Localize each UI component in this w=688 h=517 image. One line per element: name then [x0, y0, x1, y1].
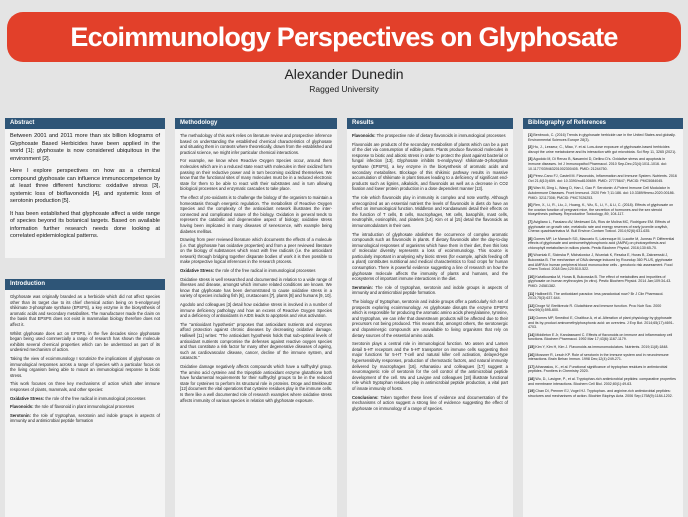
reference-item [528, 316, 678, 330]
reference-number: [4] [528, 174, 533, 179]
introduction-paragraph: This work focuses on three key mechanisms of action which alter immune responses of plants, mammals, and other species: [10, 381, 160, 392]
reference-number: [14] [528, 332, 535, 337]
reference-text: Kim Y, Kim H, Kim J. Flavonoids as immunomodulators. Nutrients. 2019;11(8):1848. [535, 344, 669, 349]
reference-number: [5] [528, 186, 533, 191]
reference-item [528, 389, 678, 398]
introduction-item [10, 413, 160, 424]
reference-number: [1] [528, 133, 533, 137]
reference-number: [17] [528, 364, 535, 369]
reference-item [528, 174, 678, 183]
reference-text: Wu, D., Lavigne, P., et al. Tryptophan-rich antimicrobial peptides: comparative properties and membrane interactions. Biochem Cell Biol. 2002;80(1):49-63. [528, 376, 676, 386]
methodology-paragraph: Agodolo and colleagues [3] detail how oxidative stress is involved in a number of immune deficiency pathology and how an excess of Reactive Oxygen Species and a deficiency of antioxidants in AIDS leads to apoptosis and virus activation. [180, 302, 332, 319]
reference-item [528, 345, 678, 350]
reference-item [528, 353, 678, 362]
introduction-item [10, 404, 160, 410]
reference-text: Chan DI, Prenner EJ, Vogel HJ. Tryptophan- and arginine-rich antimicrobial peptides: structures and mechanisms of action. Biochim Biophys Acta. 2006 Sep;1758(9):1184-1202. [528, 389, 673, 398]
reference-text: Benbrook, C. (2016) Trends in glyphosate herbicide use in the United States and globally. Environmental Sciences Europe 28(3). [528, 133, 676, 142]
results-heading: Results [347, 118, 513, 129]
methodology-body [175, 129, 337, 517]
reference-number: [16] [528, 352, 535, 357]
section-title [352, 133, 508, 139]
reference-text: Halliwell B. The antioxidant paradox: less paradoxical now? Br J Clin Pharmacol. 2013;75(3):637-644. [528, 291, 664, 301]
methodology-paragraph: Oxidative damage negatively affects compounds which have a sulfhydryl group. The amino acid cysteine and the tripeptide antioxidant enzyme glutathione both have fundamental requirements for their sulfhydryl groups to be in the reduced state for cysteines to perform its structural role in proteins. Droge and Breitkreutz [12] document the vital operations that cysteine residues play in the immune cells. Is there like a well documented role of research examples where oxidative stress affects immunity of various species in relation with glyphosate exposure. [180, 363, 332, 403]
reference-text: Wozniak E, Sicinska P, Michalowicz J, Wozniak K, Reszka E, Huras B, Zakrzewski J, Bukowska B. The mechanism of DNA damage induced by Roundup 360 PLUS, glyphosate and AMPA in human peripheral blood mononuclear cells - genotoxic risk assessment. Food Chem Toxicol. 2018 Dec;120:510-522. [528, 253, 673, 272]
reference-number: [2] [528, 145, 533, 150]
reference-text: Hu, J., Lesseur, C., Miao, Y. et al. Low-dose exposure of glyphosate-based herbicides disrupt the urine metabolome and its interaction with gut microbiota. Sci Rep 11, 3265 (2021). [528, 145, 677, 154]
results-paragraph: Flavonoids are products of the secondary metabolism of plants which can be a part of the diet via consumption of edible plants. Plants produce flavonoid molecules in response to biotic and abiotic stress in order to protect the plant against bacterial or fungal infection [13]. Glyphosate inhibits 5-enolpyruvyl shikimate-3-phosphate synthase (EPSPS), a key enzyme in the biosynthesis of aromatic acids and secondary metabolites. Blockage of this shikimic pathway results in massive accumulation of shikimate in plant tissues leading to a deficiency of significant end-products such as lignins, alkaloids, and flavonoids as well as a decrease in CO2 fixation and lower protein production in a dose dependent manner [13]. [352, 141, 508, 192]
reference-text: Mossner R, Lesch KP. Role of serotonin in the immune system and in neuroimmune interactions. Brain Behav Immun. 1998 Dec;12(4):249-271. [528, 352, 669, 362]
introduction-paragraph: Taking the view of ecoimmunology I scrutinize the implications of glyphosate on immunological responses across a range of species with a particular focus on the living organism being able to mount an immunological response to biotic stress. [10, 355, 160, 378]
reference-number: [15] [528, 344, 535, 349]
reference-text: Kwiatkowska M, Huras B, Bukowska B. The effect of metabolites and impurities of glyphosate on human erythrocytes (in vitro). Pestic Biochem Physiol. 2014 Jan;109:34-43. PMID: 24581382. [528, 274, 672, 289]
results-panel [347, 118, 513, 517]
reference-text: Middleton E Jr, Kandaswami C. Effects of flavonoids on immune and inflammatory cell functions. Biochem Pharmacol. 1992 Mar 17;43(6):1167-1179. [528, 332, 673, 342]
results-body [347, 129, 513, 517]
reference-number: [11] [528, 291, 535, 296]
poster-title: Ecoimmunology Perspectives on Glyphosate [70, 21, 618, 52]
affiliation: Ragged University [309, 84, 379, 94]
methodology-paragraph: The effect of pro-oxidants is to challenge the biology of the organism to maintain a homeostasis through energetic regulation. The metabolism of Reactive Oxygen Species and the complexity of the antioxidant network illustrates the inter-connected and complicated nature of the biology. Oxidation in general tends to represent the catabolic and degenerative aspect of biology; oxidative stress having been implicated in many diseases of senescence, with example being diabetes mellitus. [180, 194, 332, 234]
reference-item [528, 145, 678, 154]
reference-item [528, 333, 678, 342]
introduction-paragraph: Glyphosate was originally branded as a herbicide which did not affect species other than its target due to its chief chemical action being on 5-enolpyruvyl shikimate 3-phosphate synthase (EPSPS), a key enzyme in the biosynthesis of aromatic acids and secondary metabolites. The manufacturer made the claim on the basis that EPSPS does not exist in mammalian biology therefore does not affect it. [10, 294, 160, 327]
item-text: the role of flavonoid in plant immunological processes [34, 404, 135, 410]
abstract-paragraph: It has been established that glyphosate affect a wide range of species beyond its botanical targets. Based on available information further research needs done looking at correlated epidemiological patterns. [10, 210, 160, 239]
reference-text: Droge W, Breitkreutz R. Glutathione and immune function. Proc Nutr Soc. 2000 Nov;59(4):595-600. [528, 303, 662, 313]
section-text: Taken together these lines of evidence and documentation of the mechanisms of action suggest a strong line of evidence suggesting the effect of glyphosate on immunology of a range of species. [352, 394, 508, 411]
section-text: The prospective role of dietary flavonoids in immunological processes [376, 133, 506, 138]
methodology-paragraph: The methodology of this work relies on literature review and prospective inference based on understanding the established chemical characteristics of glyphosate and situating them in contexts where theoretically, drawn from the established and practical science, we might infer particular chemical interactions. [180, 133, 332, 155]
section-label: Conclusions: [352, 394, 379, 400]
reference-number: [12] [528, 303, 535, 308]
reference-text: Athanasiou, K., et al. Functional significance of tryptophan residues in antimicrobial peptides. Frontiers in Chemistry 2020. [528, 364, 668, 374]
reference-text: Avigliano L, Fassiano AV, Medesani DA, Rios de Molina MC, Rodriguez EM. Effects of glyphosate on growth rate, metabolic rate and energy reserves of early juvenile crayfish, Cherax quadricarinatus M. Bull Environ Contam Toxicol. 2014;92(6):631-635. [528, 219, 670, 234]
reference-number: [13] [528, 316, 535, 320]
title-banner [7, 12, 681, 62]
section-text: The role of tryptophan, serotonin and indole groups in aspects of immunity and antimicrobial peptide formation. [352, 284, 508, 296]
introduction-heading: Introduction [5, 279, 165, 290]
reference-number: [6] [528, 203, 533, 208]
bibliography-panel [523, 118, 683, 517]
item-label: Flavonoids: [10, 404, 34, 410]
section-title [180, 268, 332, 274]
reference-text: Wan M, Ding L, Wang D, Han J, Gao P. Serotonin: A Potent Immune Cell Modulator in Autoimmune Diseases. Front Immunol. 2020 Feb 7;11:186. doi: 10.3389/fimmu.2020.00186. PMID: 32117308; PMCID: PMC7026253. [528, 186, 675, 200]
reference-item [528, 304, 678, 313]
abstract-paragraph: Here I explore perspectives on how as a chemical compound glyphosate can influence immunocompetence by at least three different functions: oxidative stress [3], systemic loss of bioflavonoids [4], and systemic loss of serotonin production [5]. [10, 168, 160, 204]
abstract-body [5, 129, 165, 258]
reference-number: [7] [528, 219, 533, 224]
reference-item [528, 203, 678, 217]
item-text: the role of the free radical in immunological processes [45, 395, 146, 401]
reference-item [528, 377, 678, 386]
bibliography-heading: Bibliography of References [523, 118, 683, 129]
reference-text: Agodolo M, Di Renzo B, Nasarnini D, Dellino D's. Oxidative stress and apoptosis in immune diseases. Int J Immunopathol Pharmacol. 2010 Sep-Dec;23(4):1011-1016. doi: 10.1177/039463201002300405. PMID: 21244750. [528, 157, 667, 171]
abstract-panel [5, 118, 165, 258]
methodology-paragraph: Oxidative stress is well researched and documented in relation to a wide range of illnesses and disease, amongst which immune related conditions are known. We know that glyphosate has been demonstrated to cause oxidative stress in a variety of species including fish [6], crustaceans [7], plants [8] and humans [9, 10]. [180, 276, 332, 299]
reference-list [523, 129, 683, 517]
reference-number: [18] [528, 376, 535, 381]
item-label: Oxidative Stress: [10, 395, 45, 401]
methodology-heading: Methodology [175, 118, 337, 129]
reference-item [528, 220, 678, 234]
reference-text: Gomes MP, Smedbol E, Chalifour A, et al. Alteration of plant physiology by glyphosate and its by-product aminomethylphosphonic acid: an overview. J Exp Bot. 2014;65(17):4691-4703. [528, 316, 674, 330]
abstract-heading: Abstract [5, 118, 165, 129]
reference-item [528, 275, 678, 289]
section-label: Flavonoids: [352, 133, 376, 138]
reference-text: Gomes MP, Le Manac'h SG, Maccario S, Labrecque M, Lucotte M, Juneau P. Differential effects of glyphosate and aminomethylphosphonic acid (AMPA) on photosynthesis and chlorophyll metabolism in willow plants. Pestic Biochem Physiol. 2016;130:65-70. [528, 236, 675, 250]
reference-number: [10] [528, 274, 535, 279]
reference-item [528, 186, 678, 200]
reference-item [528, 292, 678, 301]
reference-number: [19] [528, 389, 535, 394]
results-paragraph: The biology of tryptophan, serotonin and indole groups offer a particularly rich set of prospects exploring ecoimmunology. As glyphosate disrupts the enzyme EPSPS which is responsible for producing the aromatic amino acids phenylalanine, tyrosine, and tryptophan, we can infer that downstream products will be affected due to their precursors not being produced. This means that, amongst others, the serotonergic and dopaminergic compounds are unavailable to living organisms that rely on dietary sources of the essential amino acids. [352, 299, 508, 338]
reference-item [528, 237, 678, 251]
introduction-paragraph: Whilst glyphosate does act on EPSPS, in the five decades since glyphosate began being used commercially a range of research has shown the molecule exhibits several chemical properties which can be understood as part of its undesired mechanism of action. [10, 330, 160, 353]
results-paragraph: Serotonin plays a central role in immunological function. Mo assen and Larsen detail 5-HT receptors and the 5-HT transporter on immune cells suggesting their major functions for 5-HT T-cell and natural killer cell activation, delayed-type hypersensitivity responses, production of chemotactic factors, and natural immunity delivered by macrophages [16]. Athanasiou and colleagues [17] suggest a neuromagnetic role of serotonin for the cell control of the antimicrobial peptide development of the cell. Wu and Lavigne and colleagues [18] illustrate functional role which tryptophan residues play in antimicrobial peptide production, a vital part of innate immunity of hosts. [352, 341, 508, 391]
methodology-paragraph: Drawing from peer reviewed literature which documents the effects of a molecule (i.e. that glyphosate has oxidative properties) and from a peer reviewed literature on the biology of substances which react with free radicals (i.e. the antioxidant network) through bridging together disparate bodies of work it is then possible to make prospective logical inferences in the research process. [180, 237, 332, 265]
introduction-item [10, 396, 160, 402]
abstract-paragraph: Between 2001 and 2011 more than six billion kilograms of Glyphosate Based Herbicides have been applied in the world [1]; glyphosate is now considered ubiquitous in the environment [2]. [10, 133, 160, 162]
section-label: Oxidative Stress: [180, 268, 215, 274]
section-title [352, 395, 508, 412]
methodology-paragraph: For example, we know when Reactive Oxygen Species occur, around them molecules which are in a reduced state react with molecules in their oxidized form passing on their reductive power and in turn becoming oxidized themselves. We know that the functional sites of many molecules must be in a reduced electronic state for them to be able to react with their substrates and in turn allowing biological processes and enzymatic cascades to take place. [180, 158, 332, 192]
methodology-paragraph: The "antioxidant hypothesis" proposes that antioxidant nutrients and enzymes afford protection against chronic diseases by decreasing oxidative damage. Halliwell [11] writes: "The antioxidant hypothesis holds that sub-optimal levels of antioxidant nutrients compromise the defenses against reactive oxygen species and thus constitute a risk factor for many other degenerative diseases of ageing, such as cardiovascular disease, cancer, decline of the immune system, and cataracts." [180, 321, 332, 361]
section-text: the role of the free radical in immunological processes [215, 268, 316, 274]
item-text: the role of tryptophan, serotonin and indole groups in aspects of immunity and antimicrobial peptide formation [10, 412, 160, 424]
section-title [352, 285, 508, 296]
introduction-panel [5, 279, 165, 517]
introduction-body [5, 290, 165, 517]
reference-item [528, 157, 678, 171]
reference-text: Ren, X., Li, R., Liu, J., Huang, K., Wu, S., Li, Y., & Li, C. (2018). Effects of glyphosate on the ovarian function of pregnant mice, the secretion of hormones and the sex steroid biosynthesis pathway. Reproductive Toxicology, 89, 104-117. [528, 203, 674, 217]
section-label: Serotonin: [352, 284, 373, 290]
results-paragraph: The role which flavonoids play in immunity is complex and note worthy. Although unrecognized as an essential nutrient the levels of flavonoids in diets do have an effect on immunological function. Middleton and Kandaswami detail their effects on the function of T cells, B cells, macrophages, NK cells, basophils, mast cells, neutrophils, eosinophils, and platelets [14]. Kim et al [15] detail the flavonoids as immunomodulators in their own. [352, 194, 508, 228]
reference-item [528, 133, 678, 142]
author-name: Alexander Dunedin [284, 66, 404, 82]
reference-number: [8] [528, 236, 533, 241]
reference-number: [3] [528, 157, 533, 162]
reference-item [528, 253, 678, 271]
results-paragraph: The introduction of glyphosate abolishes the occurrence of complex aromatic compounds such as flavonoids in plants. If dietary flavonoids alter the day-to-day immunological responses of organisms which have them in their diet, then this loss of molecular diversity represents a loss of ecoimmunology. This source is particularly important in analysing why biotic stress (for example, aphids feeding off a plant) contributes nutritional and medical characteristics to food crops for human consumption. There is powerful evidence suggesting a line of research on how the glyphosate molecule affects the immunity of plants and humans, and the ecosystems of important immune interactions in the diet. [352, 231, 508, 282]
methodology-panel [175, 118, 337, 517]
item-label: Serotonin: [10, 412, 31, 418]
reference-number: [9] [528, 253, 533, 258]
reference-item [528, 365, 678, 374]
reference-text: Pérez-Cano FJ, Castell M. Flavonoids, Inflammation and Immune System. Nutrients. 2016 Oct 21;8(10):659. doi: 10.3390/nu8100659. PMID: 27775647; PMCID: PMC5084045. [528, 174, 677, 183]
